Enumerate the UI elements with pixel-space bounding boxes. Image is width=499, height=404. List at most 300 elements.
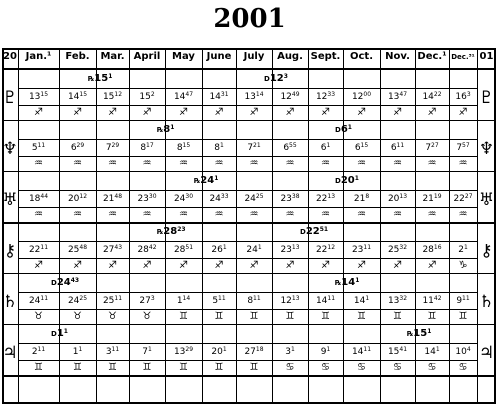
position-minutes: 49 bbox=[291, 91, 300, 98]
position-cell bbox=[18, 89, 59, 106]
position-degrees: 15 bbox=[139, 92, 151, 102]
position-cell bbox=[59, 344, 96, 361]
position-minutes: 15 bbox=[360, 142, 369, 149]
position-cell bbox=[308, 140, 343, 157]
station-day: 15 bbox=[94, 73, 109, 84]
position-degrees: 23 bbox=[137, 194, 149, 204]
zodiac-sign-icon: ♐ bbox=[73, 107, 82, 118]
position-cell bbox=[449, 293, 477, 310]
station-time: 1 bbox=[427, 328, 432, 335]
position-cell bbox=[236, 89, 272, 106]
position-minutes: 32 bbox=[399, 295, 408, 302]
position-cell bbox=[236, 191, 272, 208]
zodiac-sign-icon: ♋ bbox=[393, 362, 402, 373]
station-event bbox=[157, 122, 205, 138]
zodiac-sign-icon: ♒ bbox=[393, 209, 402, 220]
month-header: Nov. bbox=[385, 51, 410, 62]
position-minutes: 42 bbox=[148, 244, 157, 251]
month-header: June bbox=[206, 51, 232, 62]
position-cell bbox=[272, 191, 308, 208]
position-minutes: 38 bbox=[291, 193, 300, 200]
planet-glyph-icon: ♇ bbox=[2, 88, 18, 108]
zodiac-sign-icon: ♐ bbox=[357, 260, 366, 271]
station-time: 1 bbox=[170, 124, 175, 131]
zodiac-sign-icon: ♐ bbox=[142, 260, 152, 271]
position-cell bbox=[18, 344, 59, 361]
position-minutes: 25 bbox=[255, 193, 264, 200]
position-degrees: 1 bbox=[176, 296, 183, 306]
position-cell bbox=[96, 242, 129, 259]
position-cell bbox=[272, 293, 308, 310]
position-cell bbox=[96, 293, 129, 310]
position-degrees: 7 bbox=[456, 143, 463, 153]
position-minutes: 13 bbox=[399, 193, 408, 200]
zodiac-sign-icon: ♒ bbox=[73, 158, 82, 169]
station-symbol: ℞ bbox=[335, 279, 342, 287]
station-event bbox=[335, 122, 383, 138]
position-degrees: 28 bbox=[173, 245, 186, 255]
position-cell bbox=[165, 89, 202, 106]
station-event bbox=[335, 173, 383, 189]
position-minutes: 42 bbox=[433, 295, 442, 302]
planet-glyph-icon: ♄ bbox=[2, 292, 18, 312]
zodiac-sign-icon: ♉ bbox=[34, 311, 43, 322]
position-minutes: 1 bbox=[463, 244, 468, 251]
position-cell bbox=[59, 191, 96, 208]
position-degrees: 21 bbox=[353, 194, 366, 204]
position-minutes: 3 bbox=[150, 295, 155, 302]
position-degrees: 23 bbox=[280, 194, 292, 204]
position-minutes: 55 bbox=[289, 142, 297, 149]
planet-glyph-icon: ⚷ bbox=[3, 241, 17, 261]
position-minutes: 18 bbox=[255, 346, 264, 353]
position-cell bbox=[59, 293, 96, 310]
position-degrees: 2 bbox=[458, 245, 464, 255]
position-cell bbox=[18, 242, 59, 259]
position-minutes: 11 bbox=[111, 346, 120, 353]
position-degrees: 6 bbox=[354, 143, 361, 153]
position-degrees: 27 bbox=[244, 347, 256, 357]
station-day: 28 bbox=[163, 226, 178, 237]
position-minutes: 44 bbox=[40, 193, 49, 200]
position-degrees: 7 bbox=[247, 143, 254, 153]
planet-glyph-icon: ♇ bbox=[478, 88, 495, 108]
position-cell bbox=[415, 242, 449, 259]
station-symbol: D bbox=[335, 126, 341, 134]
position-degrees: 8 bbox=[247, 296, 254, 306]
position-cell bbox=[59, 242, 96, 259]
station-time: 3 bbox=[283, 73, 288, 80]
position-minutes: 13 bbox=[291, 295, 300, 302]
station-time: 43 bbox=[70, 277, 80, 284]
position-degrees: 2 bbox=[31, 347, 38, 357]
zodiac-sign-icon: ♒ bbox=[357, 209, 366, 220]
zodiac-sign-icon: ♊ bbox=[34, 362, 43, 373]
station-symbol: ℞ bbox=[194, 177, 201, 185]
planet-block-divider bbox=[2, 171, 496, 172]
station-event bbox=[407, 326, 455, 342]
position-cell bbox=[308, 293, 343, 310]
position-degrees: 20 bbox=[387, 194, 400, 204]
position-minutes: 11 bbox=[37, 142, 46, 149]
position-minutes: 19 bbox=[433, 193, 442, 200]
station-day: 1 bbox=[56, 328, 64, 339]
position-minutes: 11 bbox=[363, 244, 372, 251]
zodiac-sign-icon: ♐ bbox=[249, 260, 259, 271]
position-degrees: 28 bbox=[422, 245, 434, 255]
position-minutes: 11 bbox=[40, 244, 49, 251]
zodiac-sign-icon: ♊ bbox=[179, 362, 188, 373]
position-minutes: 11 bbox=[114, 295, 123, 302]
position-degrees: 14 bbox=[424, 347, 436, 357]
position-degrees: 11 bbox=[422, 296, 434, 306]
zodiac-sign-icon: ♒ bbox=[34, 209, 43, 220]
position-degrees: 14 bbox=[209, 92, 221, 102]
planet-glyph-icon: ♅ bbox=[2, 190, 18, 210]
position-degrees: 22 bbox=[453, 194, 465, 204]
position-cell bbox=[59, 89, 96, 106]
zodiac-sign-icon: ♊ bbox=[249, 311, 259, 322]
month-header: Aug. bbox=[277, 51, 303, 62]
position-cell bbox=[415, 89, 449, 106]
station-symbol: ℞ bbox=[88, 75, 95, 83]
position-cell bbox=[343, 344, 380, 361]
position-minutes: 25 bbox=[79, 295, 88, 302]
planet-glyph-icon: ♆ bbox=[2, 139, 18, 159]
position-cell bbox=[449, 89, 477, 106]
position-degrees: 24 bbox=[67, 296, 80, 306]
position-degrees: 14 bbox=[351, 347, 364, 357]
station-day: 6 bbox=[340, 124, 348, 135]
station-symbol: D bbox=[300, 228, 306, 236]
position-degrees: 12 bbox=[280, 296, 292, 306]
station-time: 1 bbox=[347, 124, 352, 131]
zodiac-sign-icon: ♐ bbox=[179, 260, 188, 271]
zodiac-sign-icon: ♋ bbox=[285, 362, 295, 373]
position-cell bbox=[59, 140, 96, 157]
position-degrees: 27 bbox=[139, 296, 151, 306]
planet-block-divider bbox=[2, 273, 496, 274]
station-day: 24 bbox=[200, 175, 215, 186]
zodiac-sign-icon: ♒ bbox=[321, 209, 330, 220]
position-cell bbox=[343, 140, 380, 157]
station-time: 1 bbox=[63, 328, 68, 335]
position-degrees: 6 bbox=[390, 143, 397, 153]
position-cell bbox=[18, 293, 59, 310]
zodiac-sign-icon: ♒ bbox=[34, 158, 43, 169]
position-minutes: 31 bbox=[220, 91, 229, 98]
position-degrees: 5 bbox=[212, 296, 219, 306]
position-cell bbox=[272, 242, 308, 259]
station-symbol: ℞ bbox=[407, 330, 414, 338]
position-cell bbox=[129, 242, 165, 259]
position-degrees: 13 bbox=[28, 92, 41, 102]
position-minutes: 11 bbox=[462, 295, 470, 302]
zodiac-sign-icon: ♒ bbox=[285, 209, 295, 220]
station-day: 14 bbox=[341, 277, 356, 288]
zodiac-sign-icon: ♊ bbox=[214, 311, 224, 322]
month-header: Mar. bbox=[100, 51, 125, 62]
position-minutes: 22 bbox=[433, 91, 442, 98]
position-degrees: 3 bbox=[285, 347, 291, 357]
position-degrees: 14 bbox=[422, 92, 434, 102]
position-cell bbox=[380, 191, 415, 208]
station-day: 22 bbox=[305, 226, 320, 237]
position-cell bbox=[202, 344, 236, 361]
position-minutes: 33 bbox=[220, 193, 229, 200]
station-time: 1 bbox=[355, 277, 360, 284]
position-minutes: 1 bbox=[435, 346, 440, 353]
month-header: Jan.¹ bbox=[25, 51, 52, 62]
position-minutes: 15 bbox=[182, 142, 191, 149]
position-minutes: 15 bbox=[40, 91, 49, 98]
station-symbol: ℞ bbox=[157, 228, 164, 236]
station-time: 51 bbox=[319, 226, 329, 233]
station-day: 8 bbox=[163, 124, 171, 135]
position-degrees: 13 bbox=[387, 296, 400, 306]
position-cell bbox=[202, 293, 236, 310]
position-minutes: 47 bbox=[185, 91, 194, 98]
position-degrees: 15 bbox=[102, 92, 115, 102]
position-cell bbox=[202, 191, 236, 208]
station-symbol: ℞ bbox=[157, 126, 164, 134]
zodiac-sign-icon: ♐ bbox=[108, 107, 117, 118]
position-cell bbox=[165, 140, 202, 157]
position-degrees: 20 bbox=[211, 347, 223, 357]
position-degrees: 24 bbox=[28, 296, 41, 306]
position-minutes: 48 bbox=[114, 193, 123, 200]
zodiac-sign-icon: ♒ bbox=[458, 209, 468, 220]
zodiac-sign-icon: ♉ bbox=[108, 311, 117, 322]
position-degrees: 6 bbox=[320, 143, 327, 153]
station-time: 1 bbox=[214, 175, 219, 182]
position-cell bbox=[165, 191, 202, 208]
position-degrees: 21 bbox=[422, 194, 434, 204]
zodiac-sign-icon: ♐ bbox=[427, 107, 437, 118]
position-cell bbox=[236, 242, 272, 259]
month-header: Sept. bbox=[310, 51, 341, 62]
position-degrees: 5 bbox=[31, 143, 38, 153]
position-degrees: 12 bbox=[351, 92, 364, 102]
zodiac-sign-icon: ♐ bbox=[34, 107, 43, 118]
zodiac-sign-icon: ♐ bbox=[142, 107, 152, 118]
position-cell bbox=[236, 293, 272, 310]
position-cell bbox=[415, 293, 449, 310]
zodiac-sign-icon: ♐ bbox=[458, 107, 468, 118]
position-cell bbox=[272, 344, 308, 361]
zodiac-sign-icon: ♐ bbox=[393, 260, 402, 271]
position-cell bbox=[308, 344, 343, 361]
position-degrees: 24 bbox=[173, 194, 186, 204]
month-header: May bbox=[172, 51, 195, 62]
position-cell bbox=[96, 191, 129, 208]
zodiac-sign-icon: ♊ bbox=[427, 311, 437, 322]
position-minutes: 13 bbox=[327, 193, 336, 200]
station-event bbox=[194, 173, 242, 189]
station-event bbox=[157, 224, 205, 240]
position-cell bbox=[308, 191, 343, 208]
position-cell bbox=[129, 191, 165, 208]
position-minutes: 1 bbox=[78, 346, 83, 353]
position-minutes: 11 bbox=[327, 295, 336, 302]
position-minutes: 11 bbox=[396, 142, 405, 149]
position-cell bbox=[380, 140, 415, 157]
position-cell bbox=[18, 140, 59, 157]
planet-block-divider bbox=[2, 324, 496, 325]
planet-block-divider bbox=[2, 120, 496, 121]
position-cell bbox=[236, 344, 272, 361]
position-cell bbox=[272, 140, 308, 157]
station-event bbox=[335, 275, 383, 291]
position-degrees: 13 bbox=[244, 92, 256, 102]
position-degrees: 20 bbox=[67, 194, 80, 204]
position-minutes: 12 bbox=[79, 193, 88, 200]
position-minutes: 16 bbox=[433, 244, 442, 251]
month-header: April bbox=[133, 51, 161, 62]
station-day: 12 bbox=[269, 73, 284, 84]
station-symbol: D bbox=[264, 75, 270, 83]
position-cell bbox=[449, 191, 477, 208]
zodiac-sign-icon: ♒ bbox=[427, 209, 437, 220]
zodiac-sign-icon: ♐ bbox=[73, 260, 82, 271]
position-cell bbox=[343, 242, 380, 259]
position-minutes: 1 bbox=[222, 244, 227, 251]
position-minutes: 11 bbox=[37, 346, 46, 353]
position-cell bbox=[343, 293, 380, 310]
position-minutes: 11 bbox=[253, 295, 261, 302]
position-degrees: 25 bbox=[67, 245, 80, 255]
position-cell bbox=[449, 140, 477, 157]
position-degrees: 25 bbox=[102, 296, 115, 306]
position-degrees: 18 bbox=[28, 194, 41, 204]
position-minutes: 1 bbox=[365, 295, 370, 302]
station-event bbox=[88, 71, 136, 87]
position-degrees: 13 bbox=[387, 92, 400, 102]
position-minutes: 21 bbox=[253, 142, 261, 149]
zodiac-sign-icon: ♐ bbox=[108, 260, 117, 271]
zodiac-sign-icon: ♋ bbox=[321, 362, 330, 373]
zodiac-sign-icon: ♊ bbox=[142, 362, 152, 373]
position-cell bbox=[380, 89, 415, 106]
zodiac-sign-icon: ♊ bbox=[285, 311, 295, 322]
position-degrees: 9 bbox=[456, 296, 463, 306]
planet-glyph-icon: ♅ bbox=[478, 190, 495, 210]
position-minutes: 2 bbox=[150, 91, 155, 98]
position-degrees: 22 bbox=[315, 245, 328, 255]
position-cell bbox=[449, 242, 477, 259]
position-cell bbox=[236, 140, 272, 157]
position-degrees: 8 bbox=[176, 143, 183, 153]
position-degrees: 7 bbox=[142, 347, 148, 357]
planet-glyph-icon: ♃ bbox=[478, 343, 495, 363]
position-minutes: 14 bbox=[255, 91, 264, 98]
zodiac-sign-icon: ♊ bbox=[321, 311, 330, 322]
zodiac-sign-icon: ♒ bbox=[214, 158, 224, 169]
position-minutes: 43 bbox=[114, 244, 123, 251]
position-cell bbox=[96, 344, 129, 361]
planet-glyph-icon: ♆ bbox=[478, 139, 495, 159]
zodiac-sign-icon: ♊ bbox=[393, 311, 402, 322]
position-minutes: 57 bbox=[462, 142, 470, 149]
position-degrees: 24 bbox=[244, 194, 256, 204]
zodiac-sign-icon: ♐ bbox=[285, 260, 295, 271]
position-cell bbox=[202, 89, 236, 106]
zodiac-sign-icon: ♋ bbox=[357, 362, 366, 373]
position-degrees: 24 bbox=[246, 245, 258, 255]
zodiac-sign-icon: ♊ bbox=[357, 311, 366, 322]
position-degrees: 8 bbox=[214, 143, 220, 153]
position-minutes: 30 bbox=[185, 193, 194, 200]
position-minutes: 11 bbox=[218, 295, 226, 302]
position-degrees: 8 bbox=[140, 143, 147, 153]
position-degrees: 10 bbox=[455, 347, 467, 357]
position-minutes: 29 bbox=[111, 142, 120, 149]
station-day: 24 bbox=[56, 277, 71, 288]
position-degrees: 1 bbox=[72, 347, 79, 357]
header-divider bbox=[2, 68, 496, 70]
position-minutes: 00 bbox=[363, 91, 372, 98]
zodiac-sign-icon: ♐ bbox=[357, 107, 366, 118]
zodiac-sign-icon: ♊ bbox=[249, 362, 259, 373]
position-cell bbox=[343, 89, 380, 106]
position-degrees: 24 bbox=[209, 194, 221, 204]
position-cell bbox=[343, 191, 380, 208]
station-symbol: D bbox=[51, 279, 57, 287]
position-minutes: 30 bbox=[148, 193, 157, 200]
position-degrees: 13 bbox=[173, 347, 186, 357]
planet-block-divider bbox=[2, 222, 496, 224]
position-degrees: 6 bbox=[70, 143, 77, 153]
zodiac-sign-icon: ♒ bbox=[108, 209, 117, 220]
position-degrees: 12 bbox=[280, 92, 292, 102]
position-minutes: 8 bbox=[365, 193, 370, 200]
position-cell bbox=[129, 293, 165, 310]
station-event bbox=[51, 326, 99, 342]
month-header: Dec.¹ bbox=[417, 51, 447, 62]
position-degrees: 22 bbox=[28, 245, 41, 255]
year-suffix-label: 01 bbox=[479, 51, 494, 62]
position-degrees: 14 bbox=[67, 92, 80, 102]
position-minutes: 1 bbox=[290, 346, 295, 353]
station-event bbox=[264, 71, 312, 87]
month-header: Oct. bbox=[349, 51, 373, 62]
position-cell bbox=[129, 140, 165, 157]
station-event bbox=[51, 275, 99, 291]
position-minutes: 11 bbox=[40, 295, 49, 302]
planet-glyph-icon: ♃ bbox=[2, 343, 18, 363]
position-cell bbox=[272, 89, 308, 106]
position-degrees: 14 bbox=[315, 296, 328, 306]
position-minutes: 12 bbox=[327, 244, 336, 251]
position-minutes: 15 bbox=[79, 91, 88, 98]
position-degrees: 21 bbox=[102, 194, 115, 204]
position-minutes: 1 bbox=[222, 346, 227, 353]
position-degrees: 7 bbox=[105, 143, 112, 153]
zodiac-sign-icon: ♐ bbox=[285, 107, 295, 118]
position-minutes: 48 bbox=[79, 244, 88, 251]
position-minutes: 12 bbox=[114, 91, 123, 98]
station-time: 1 bbox=[354, 175, 359, 182]
month-header: Feb. bbox=[65, 51, 90, 62]
position-degrees: 23 bbox=[351, 245, 364, 255]
position-minutes: 11 bbox=[363, 346, 372, 353]
page-title: 2001 bbox=[213, 4, 286, 34]
position-minutes: 29 bbox=[76, 142, 85, 149]
zodiac-sign-icon: ♐ bbox=[427, 260, 437, 271]
station-event bbox=[300, 224, 348, 240]
zodiac-sign-icon: ♉ bbox=[73, 311, 82, 322]
station-time: 1 bbox=[108, 73, 113, 80]
